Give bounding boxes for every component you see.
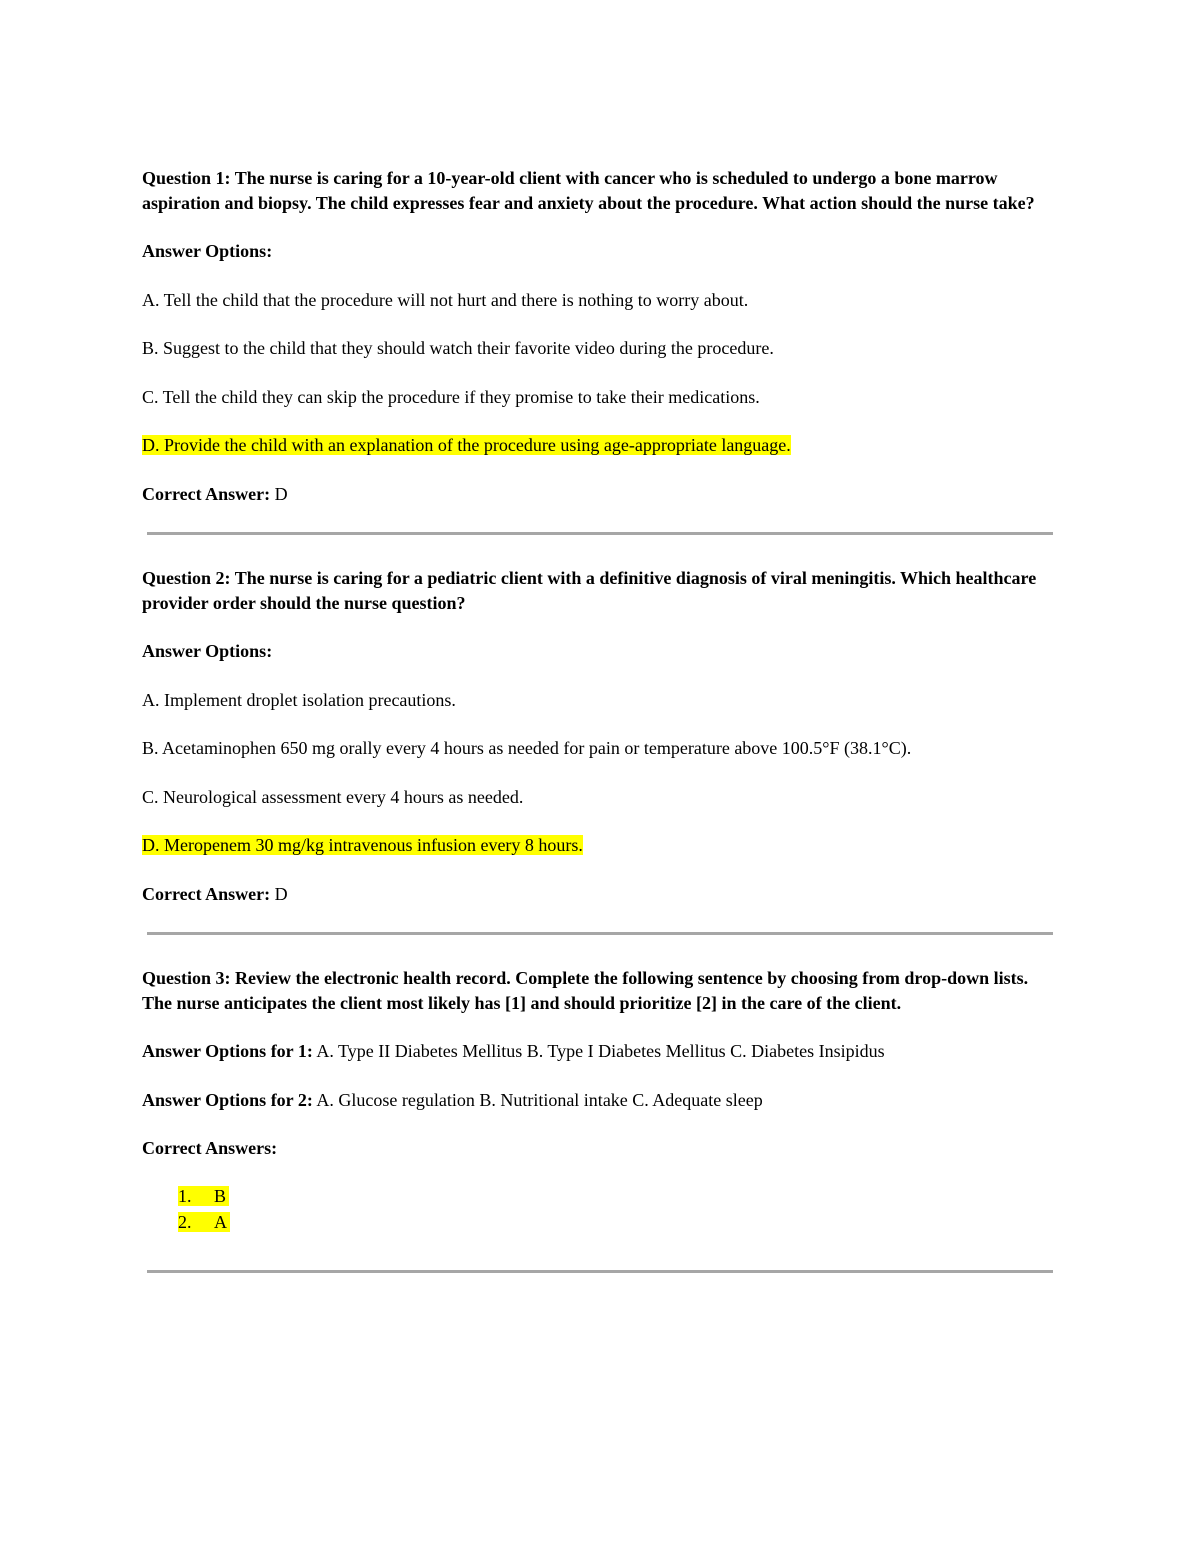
question-2-text — [142, 566, 1057, 615]
question-3-options-2 — [142, 1088, 1057, 1113]
question-1-option-a: A. Tell the child that the procedure will not hurt and there is nothing to worry about. — [142, 289, 749, 310]
question-3-block — [142, 966, 1057, 1235]
answer-value: B — [214, 1185, 227, 1206]
question-2-correct-answer — [142, 882, 1057, 907]
question-2-option-d-highlighted: D. Meropenem 30 mg/kg intravenous infusion every 8 hours. — [142, 835, 583, 855]
question-1-correct-value: D — [274, 483, 288, 504]
question-3-stem: Review the electronic health record. Complete the following sentence by choosing from drop-down lists. The nurse anticipates the client most likely has [1] and should prioritize [2] in the care of the client. — [142, 968, 1029, 1013]
question-1-title: Question 1: — [142, 168, 231, 188]
question-3-options-1-label: Answer Options for 1: — [142, 1041, 313, 1061]
question-1-option-b: B. Suggest to the child that they should watch their favorite video during the procedure. — [142, 338, 774, 358]
question-3-correct-label: Correct Answers: — [142, 1138, 278, 1158]
question-2-title: Question 2: — [142, 568, 231, 588]
list-item — [178, 1183, 1057, 1209]
list-item — [178, 1209, 1057, 1235]
question-3-title: Question 3: — [142, 968, 231, 988]
question-1-block — [142, 166, 1057, 506]
question-1-stem: The nurse is caring for a 10-year-old client with cancer who is scheduled to undergo a bone marrow aspiration and biopsy. The child expresses fear and anxiety about the procedure. What action should the nurse take? — [142, 168, 1035, 213]
question-2-option-a: A. Implement droplet isolation precautions. — [142, 689, 456, 710]
question-1-option-d-highlighted: D. Provide the child with an explanation of the procedure using age-appropriate language. — [142, 435, 791, 455]
question-1-correct-label: Correct Answer: — [142, 483, 271, 504]
question-2-options-label: Answer Options: — [142, 641, 273, 661]
question-1-text — [142, 166, 1057, 215]
question-3-options-1-value: A. Type II Diabetes Mellitus B. Type I Diabetes Mellitus C. Diabetes Insipidus — [316, 1041, 885, 1061]
question-3-options-2-label: Answer Options for 2: — [142, 1089, 313, 1110]
question-2-block — [142, 566, 1057, 906]
answer-number: 1. — [178, 1185, 192, 1206]
question-3-options-1 — [142, 1039, 1057, 1064]
question-1-option-c: C. Tell the child they can skip the procedure if they promise to take their medications. — [142, 386, 760, 407]
document-page — [142, 166, 1057, 1273]
question-2-option-b: B. Acetaminophen 650 mg orally every 4 hours as needed for pain or temperature above 100.5°F (38.1°C). — [142, 738, 912, 758]
answer-number: 2. — [178, 1211, 192, 1232]
question-1-correct-answer — [142, 482, 1057, 507]
question-3-answer-list — [142, 1183, 1057, 1235]
question-2-stem: The nurse is caring for a pediatric client with a definitive diagnosis of viral meningitis. Which healthcare provider order should the nurse question? — [142, 568, 1037, 613]
question-2-correct-label: Correct Answer: — [142, 883, 271, 904]
question-2-correct-value: D — [274, 883, 288, 904]
question-3-options-2-value: A. Glucose regulation B. Nutritional intake C. Adequate sleep — [316, 1089, 763, 1110]
question-3-text — [142, 966, 1057, 1015]
section-divider-3 — [147, 1270, 1053, 1273]
answer-value: A — [214, 1211, 227, 1232]
question-2-option-c: C. Neurological assessment every 4 hours as needed. — [142, 786, 524, 807]
question-1-options-label: Answer Options: — [142, 241, 273, 261]
